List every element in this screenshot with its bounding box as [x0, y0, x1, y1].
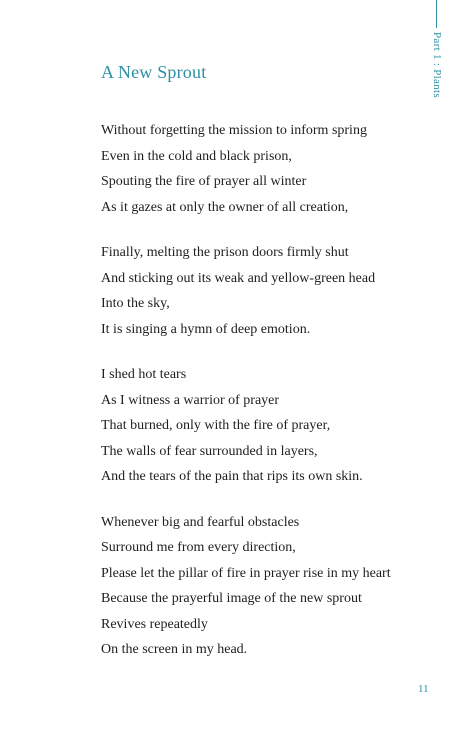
- poem-title: A New Sprout: [101, 62, 207, 82]
- poem-line: Even in the cold and black prison,: [101, 148, 292, 164]
- stanza-3: [101, 362, 401, 490]
- section-label: [414, 32, 460, 102]
- stanza-4: [101, 510, 401, 663]
- poem-line: Please let the pillar of fire in prayer rise in my heart: [101, 565, 391, 581]
- section-label-text: Part 1 : Plants: [431, 32, 443, 98]
- poem-line: As it gazes at only the owner of all creation,: [101, 199, 349, 215]
- stanza-2: [101, 240, 401, 342]
- poem-body: [101, 118, 401, 683]
- poem-line: Without forgetting the mission to inform spring: [101, 123, 367, 138]
- poem-line: That burned, only with the fire of prayer,: [101, 418, 331, 433]
- poem-line: Revives repeatedly: [101, 616, 208, 632]
- stanza-1: [101, 118, 401, 220]
- poem-line: Spouting the fire of prayer all winter: [101, 174, 307, 189]
- poem-line: And the tears of the pain that rips its own skin.: [101, 469, 363, 484]
- poem-line: And sticking out its weak and yellow-green head: [101, 270, 376, 286]
- poem-line: Whenever big and fearful obstacles: [101, 514, 300, 530]
- poem-line: It is singing a hymn of deep emotion.: [101, 321, 311, 337]
- poem-line: On the screen in my head.: [101, 642, 248, 657]
- poem-line: Because the prayerful image of the new sprout: [101, 591, 362, 606]
- poem-line: Finally, melting the prison doors firmly shut: [101, 245, 349, 260]
- poem-line: As I witness a warrior of prayer: [101, 392, 280, 408]
- page-number: 11: [418, 683, 429, 695]
- poem-line: Into the sky,: [101, 296, 170, 311]
- section-divider-line: [436, 0, 437, 28]
- poem-line: Surround me from every direction,: [101, 540, 296, 555]
- poem-line: I shed hot tears: [101, 367, 187, 382]
- poem-line: The walls of fear surrounded in layers,: [101, 443, 318, 459]
